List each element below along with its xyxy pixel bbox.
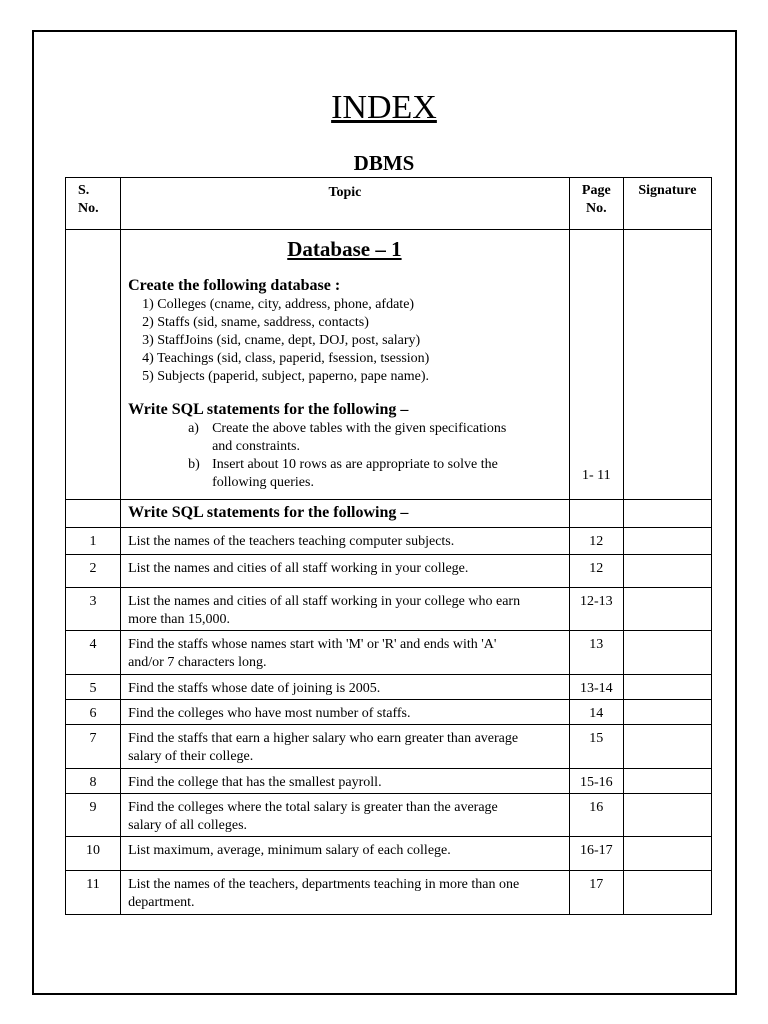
row-page: 16 [569,794,623,837]
header-sno-line: S. [78,183,90,198]
signature-cell [623,500,711,528]
row-topic-line: Find the colleges who have most number of staffs. [128,706,411,721]
row-page: 17 [569,871,623,915]
row-number: 5 [66,675,121,700]
row-topic-line: List maximum, average, minimum salary of each college. [128,843,451,858]
table-row [66,769,712,794]
row-number: 4 [66,631,121,675]
row-topic-line: more than 15,000. [128,612,230,627]
list-text: following queries. [212,475,314,490]
signature-cell [623,230,711,500]
row-topic-line: salary of their college. [128,749,254,764]
list-item: 5) Subjects (paperid, subject, paperno, pape name). [142,369,429,384]
tables-list [142,296,561,386]
row-topic-line: salary of all colleges. [128,818,248,833]
signature-cell [623,871,711,915]
signature-cell [623,528,711,555]
table-row [66,725,712,769]
sno-cell [66,500,121,528]
header-row [66,178,712,230]
row-topic [121,528,570,555]
row-number: 9 [66,794,121,837]
create-heading: Create the following database : [128,277,341,294]
row-page: 16-17 [569,837,623,871]
row-topic-line: department. [128,895,195,910]
row-topic [121,725,570,769]
row-number: 3 [66,588,121,631]
row-number: 8 [66,769,121,794]
row-page: 15 [569,725,623,769]
row-page: 13 [569,631,623,675]
table-row [66,631,712,675]
row-topic-line: Find the staffs whose date of joining is 2005. [128,681,381,696]
list-item: 4) Teachings (sid, class, paperid, fsession, tsession) [142,351,430,366]
row-topic-line: List the names of the teachers teaching computer subjects. [128,534,455,549]
row-topic-line: List the names and cities of all staff working in your college who earn [128,594,521,609]
row-topic [121,769,570,794]
row-topic [121,555,570,588]
list-item: 1) Colleges (cname, city, address, phone, afdate) [142,297,415,312]
signature-cell [623,725,711,769]
row-page: 12-13 [569,588,623,631]
row-number: 7 [66,725,121,769]
signature-cell [623,588,711,631]
list-item: 3) StaffJoins (sid, cname, dept, DOJ, post, salary) [142,333,421,348]
signature-cell [623,700,711,725]
list-text: Insert about 10 rows as are appropriate to solve the [212,457,498,472]
table-row [66,588,712,631]
signature-cell [623,769,711,794]
database-topic-cell [121,230,570,500]
table-row [66,700,712,725]
header-page [569,178,623,230]
row-page: 15-16 [569,769,623,794]
row-topic-line: Find the staffs whose names start with 'M' or 'R' and ends with 'A' [128,637,497,652]
row-page: 12 [569,528,623,555]
list-item: 2) Staffs (sid, sname, saddress, contacts) [142,315,369,330]
queries-heading-cell [121,500,570,528]
row-topic-line: and/or 7 characters long. [128,655,267,670]
list-marker: b) [188,457,200,472]
row-topic [121,631,570,675]
list-item [188,420,561,438]
signature-cell [623,794,711,837]
row-page: 12 [569,555,623,588]
row-topic-line: List the names and cities of all staff working in your college. [128,561,469,576]
row-number: 2 [66,555,121,588]
list-text: and constraints. [212,439,300,454]
database-heading: Database – 1 [287,237,402,261]
row-topic-line: List the names of the teachers, departments teaching in more than one [128,877,520,892]
row-number: 1 [66,528,121,555]
table-row [66,528,712,555]
signature-cell [623,555,711,588]
header-page-line: Page [581,183,611,198]
queries-heading: Write SQL statements for the following – [128,504,409,521]
database-page-cell: 1- 11 [569,230,623,500]
row-topic [121,837,570,871]
row-topic [121,871,570,915]
signature-cell [623,675,711,700]
table-row [66,837,712,871]
row-topic [121,588,570,631]
list-text: Create the above tables with the given specifications [212,421,507,436]
database-sno-cell [66,230,121,500]
header-sno [66,178,121,230]
row-number: 6 [66,700,121,725]
row-page: 13-14 [569,675,623,700]
signature-cell [623,837,711,871]
table-row [66,794,712,837]
list-item [188,456,561,474]
subject-title: DBMS [353,151,415,175]
signature-cell [623,631,711,675]
write-heading: Write SQL statements for the following – [128,401,409,418]
queries-heading-row [66,500,712,528]
row-topic [121,794,570,837]
table-row [66,871,712,915]
header-signature: Signature [623,178,711,230]
list-item [188,474,561,492]
row-number: 11 [66,871,121,915]
row-number: 10 [66,837,121,871]
page-title: INDEX [331,89,437,126]
index-table [65,177,712,915]
header-topic: Topic [121,178,570,230]
list-marker: a) [188,421,199,436]
table-row [66,675,712,700]
row-topic-line: Find the colleges where the total salary is greater than the average [128,800,498,815]
instructions-list [128,420,561,492]
row-topic-line: Find the staffs that earn a higher salary who earn greater than average [128,731,519,746]
table-row [66,555,712,588]
row-topic-line: Find the college that has the smallest payroll. [128,775,382,790]
row-topic [121,700,570,725]
header-sno-line: No. [78,201,99,216]
header-page-line: No. [585,201,607,216]
row-page: 14 [569,700,623,725]
list-item [188,438,561,456]
row-topic [121,675,570,700]
database-row [66,230,712,500]
page-cell [569,500,623,528]
